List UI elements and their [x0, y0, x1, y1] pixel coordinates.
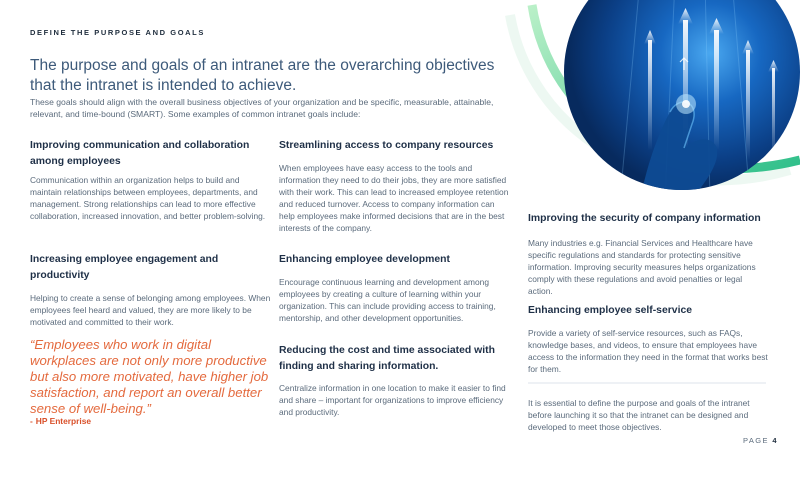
- goal-cost-body: Centralize information in one location to make it easier to find and share – important for organizations to improve efficiency and productivity.: [279, 383, 506, 417]
- goal-access-title: Streamlining access to company resources: [279, 140, 494, 151]
- goal-security-body: Many industries e.g. Financial Services and Healthcare have specific regulations and standards for protecting sensitive information. Improving security measures helps organizations comply with these regulations and avoid penalties or legal action.: [528, 238, 756, 296]
- goal-self-service-title: Enhancing employee self-service: [528, 305, 693, 316]
- goal-self-service-body: Provide a variety of self-service resources, such as FAQs, knowledge bases, and videos, to ensure that employees have access to the information they need in the format that works best for them.: [528, 328, 768, 374]
- goal-development-body: Encourage continuous learning and development among employees by creating a culture of learning within your organization. This can include providing access to training, mentorship, and other development opportunities.: [279, 277, 496, 323]
- page-number-value: 4: [772, 436, 778, 445]
- goal-development-title: Enhancing employee development: [279, 254, 450, 265]
- goal-engagement-title: Increasing employee engagement and productivity: [30, 254, 219, 281]
- goal-access-body: When employees have easy access to the tools and information they need to do their jobs, they are more satisfied with their work. This can lead to increased employee retention and reduced turnover. Access to company information can help employees make informed decisions that are in the best interests of the company.: [279, 163, 509, 233]
- page-headline: The purpose and goals of an intranet are the overarching objectives that the intranet is intended to achieve.: [30, 57, 495, 94]
- closing-paragraph: It is essential to define the purpose and goals of the intranet before launching it so that the intranet can be designed and developed to meet those objectives.: [528, 398, 750, 432]
- goal-security-title: Improving the security of company information: [528, 213, 761, 224]
- divider: [528, 382, 766, 384]
- page-number: [743, 436, 778, 445]
- intro-paragraph: These goals should align with the overall business objectives of your organization and be specific, measurable, attainable, relevant, and time-bound (SMART). Some examples of common intranet goals include:: [30, 97, 494, 119]
- page-label: PAGE: [743, 436, 769, 445]
- goal-communication-body: Communication within an organization helps to build and maintain relationships between employees, departments, and management. Strong relationships can lead to more effective collaboration, increased innovation, and better problem-solving.: [30, 175, 266, 221]
- goal-engagement-body: Helping to create a sense of belonging among employees. When employees feel heard and valued, they are more likely to be motivated and committed to their work.: [30, 293, 271, 327]
- quote-dash: -: [30, 416, 33, 426]
- quote-attribution: [30, 416, 91, 426]
- quote-source: HP Enterprise: [35, 416, 92, 426]
- goal-cost-title: Reducing the cost and time associated with finding and sharing information.: [279, 345, 495, 372]
- section-label: DEFINE THE PURPOSE AND GOALS: [30, 28, 205, 37]
- hand-touch-arrows-image: [470, 0, 800, 220]
- goal-communication-title: Improving communication and collaboration among employees: [30, 140, 250, 167]
- pull-quote: “Employees who work in digital workplaces are not only more productive but also more motivated, have higher job satisfaction, and report an overall better sense of well-being.”: [30, 337, 269, 416]
